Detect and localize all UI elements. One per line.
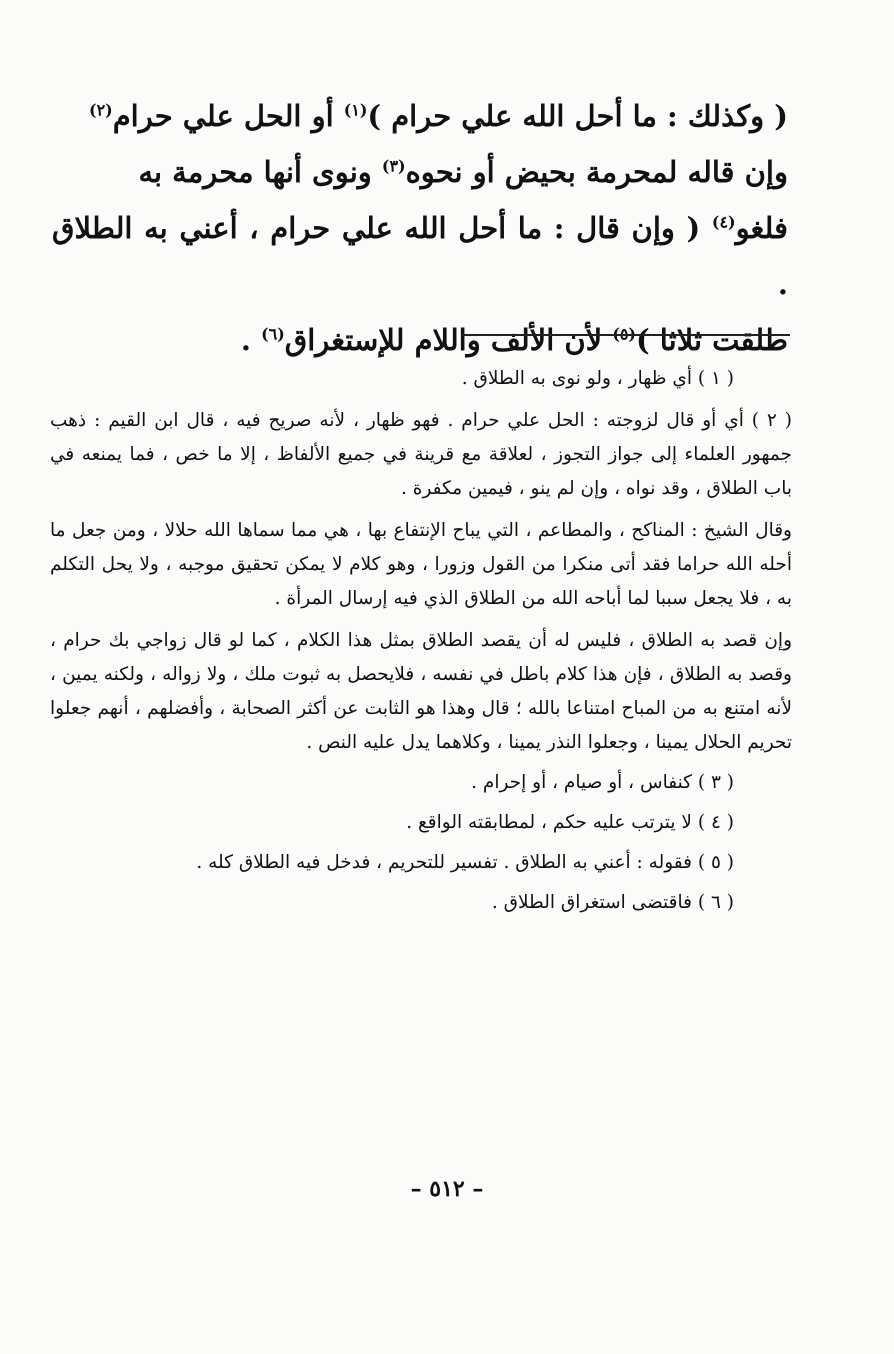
footnotes — [50, 362, 792, 920]
main-line-3-text2: ( وإن قال : ما أحل الله علي حرام ، أعني به الطلاق . — [52, 211, 788, 301]
main-line-4-text3: . — [240, 323, 262, 357]
footnote-separator — [462, 334, 790, 336]
footnote-2: ( ٢ ) أي أو قال لزوجته : الحل علي حرام . فهو ظهار ، لأنه صريح فيه ، قال ابن القيم : ذهب جمهور العلماء إلى جواز التجوز ، لعلاقة مع قرينة في جميع الألفاظ ، إلا ما خص ، فما يمنعه في باب الطلاق ، وقد نواه ، وإن لم ينو ، فيمين مكفرة . — [50, 410, 792, 499]
footnote-3: ( ٣ ) كنفاس ، أو صيام ، أو إحرام . — [471, 772, 734, 793]
page-number: – ٥١٢ – — [410, 1176, 484, 1202]
footnote-5: ( ٥ ) فقوله : أعني به الطلاق . تفسير للتحريم ، فدخل فيه الطلاق كله . — [196, 852, 734, 873]
main-line-2-text: وإن قاله لمحرمة بحيض أو نحوه — [405, 155, 788, 189]
main-line-1 — [52, 88, 788, 144]
footnote-4: ( ٤ ) لا يترتب عليه حكم ، لمطابقته الواقع . — [406, 812, 734, 833]
main-line-2 — [52, 144, 788, 200]
footnote-2-paragraph-2: وقال الشيخ : المناكح ، والمطاعم ، التي يباح الإنتفاع بها ، هي مما سماها الله حلالا ، ومن جعل ما أحله الله حراما فقد أتى منكرا من القول وزورا ، وهو كلام لا يمكن تحقيق موجبه ، ولا يحل التكلم به ، فلا يجعل سببا لما أباحه الله من الطلاق الذي فيه إرسال المرأة . — [50, 520, 792, 609]
main-line-4-text: طلقت ثلاثا ) — [635, 323, 788, 357]
footnote-ref-1: (١) — [343, 100, 368, 120]
footnote-6: ( ٦ ) فاقتضى استغراق الطلاق . — [491, 892, 734, 913]
main-line-3-text: فلغو — [735, 211, 788, 245]
footnote-ref-5: (٥) — [612, 324, 636, 344]
footnote-ref-6: (٦) — [261, 324, 285, 344]
main-line-1-text: ( وكذلك : ما أحل الله علي حرام ) — [367, 99, 788, 133]
main-line-1-text2: أو الحل علي حرام — [112, 99, 344, 133]
main-text — [52, 88, 788, 368]
main-line-4 — [52, 312, 788, 368]
footnote-2-paragraph-3: وإن قصد به الطلاق ، فليس له أن يقصد الطلاق بمثل هذا الكلام ، كما لو قال زواجي بك حرام ، وقصد به الطلاق ، فإن هذا كلام باطل في نفسه ، فلايحصل به ثبوت ملك ، ولا زواله ، ولكنه يمين ، لأنه امتنع به من المباح امتناعا بالله ؛ قال وهذا هو الثابت عن أكثر الصحابة ، وأفضلهم ، أنهم جعلوا تحريم الحلال يمينا ، وجعلوا النذر يمينا ، وكلاهما يدل عليه النص . — [50, 630, 792, 753]
main-line-3 — [52, 200, 788, 312]
footnote-1: ( ١ ) أي ظهار ، ولو نوى به الطلاق . — [461, 368, 734, 389]
footnote-ref-4: (٤) — [711, 212, 736, 232]
footnote-ref-2: (٢) — [89, 100, 113, 120]
footnote-ref-3: (٣) — [381, 156, 406, 176]
main-line-4-text2: لأن الألف واللام للإستغراق — [284, 323, 613, 357]
main-line-2-text2: ونوى أنها محرمة به — [138, 155, 382, 189]
